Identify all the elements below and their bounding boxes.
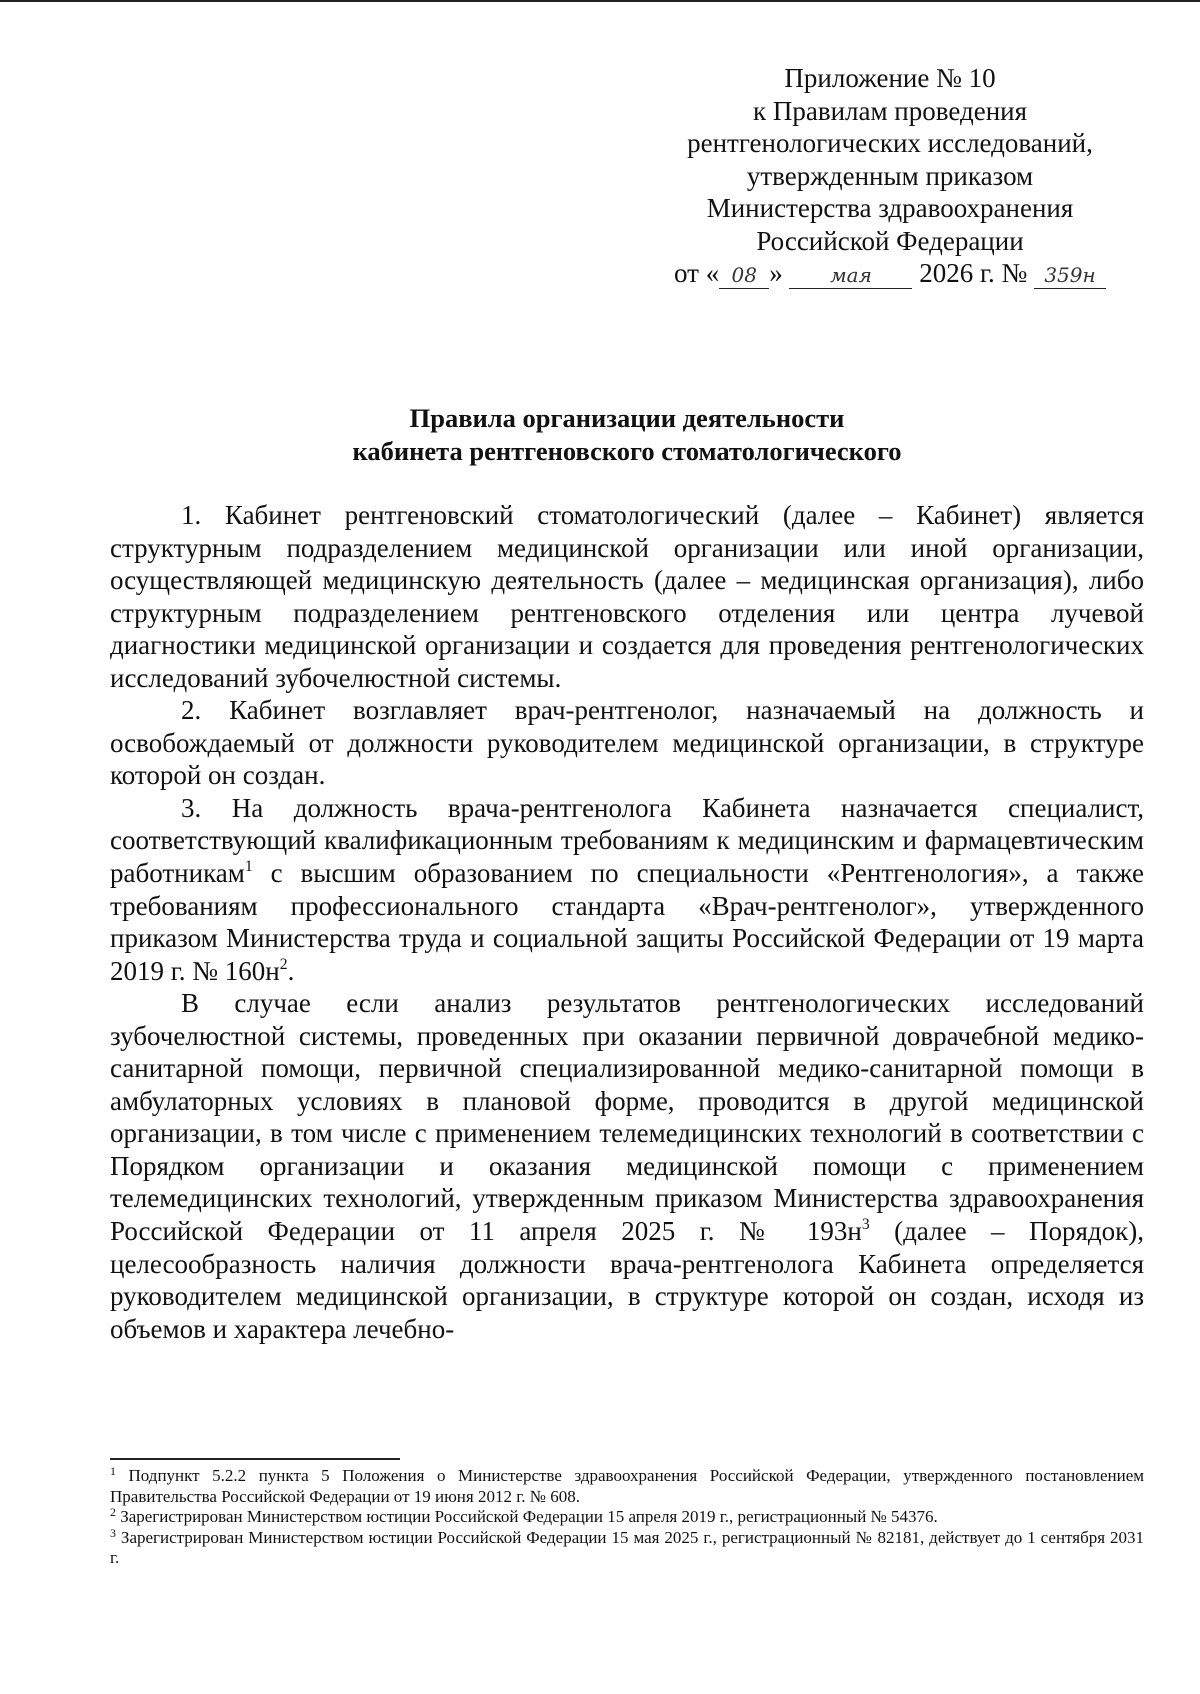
date-quote-close: » bbox=[769, 258, 783, 288]
footnote-3 bbox=[110, 1525, 1145, 1569]
footnote-ref-2: 2 bbox=[279, 955, 288, 973]
footnote-mark: 1 bbox=[110, 1464, 116, 1479]
appendix-ref-line: Министерства здравоохранения bbox=[706, 193, 1074, 223]
footnote-ref-1: 1 bbox=[244, 858, 253, 876]
footnote-separator bbox=[110, 1458, 400, 1460]
paragraph-3-text-b: с высшим образованием по специальности «Рентгенология», а также требованиям профессионального стандарта «Врач-рентгенолог», утвержденного приказом Министерства труда и социальной защиты Российской Федерации от 19 марта 2019 г. № 160н bbox=[110, 858, 1144, 986]
handwritten-day: 08 bbox=[719, 262, 769, 289]
document-title bbox=[110, 402, 1144, 467]
paragraph-2: 2. Кабинет возглавляет врач-рентгенолог, назначаемый на должность и освобождаемый от должности руководителем медицинской организации, в структуре которой он создан. bbox=[110, 695, 1144, 791]
appendix-number: Приложение № 10 bbox=[784, 63, 996, 93]
paragraph-3-text-c: . bbox=[287, 955, 295, 986]
paragraph-3 bbox=[110, 792, 1144, 987]
handwritten-order-number: 359н bbox=[1034, 262, 1106, 289]
scan-top-edge bbox=[0, 0, 1200, 2]
appendix-header bbox=[640, 62, 1140, 290]
title-line-1: Правила организации деятельности bbox=[409, 403, 845, 433]
footnote-text: Подпункт 5.2.2 пункта 5 Положения о Министерстве здравоохранения Российской Федерации, утвержденного постановлением Правительства Российской Федерации от 19 июня 2012 г. № 608. bbox=[110, 1466, 1145, 1506]
date-year: 2026 г. № bbox=[919, 258, 1028, 288]
appendix-ref-line: рентгенологических исследований, bbox=[687, 128, 1093, 158]
paragraph-4-text-b: (далее – Порядок), целесообразность наличия должности врача-рентгенолога Кабинета определяется руководителем медицинской организации, в структуре которой он создан, исходя из объемов и характера лечебно- bbox=[110, 1216, 1144, 1344]
paragraph-3-text-a: 3. На должность врача-рентгенолога Кабинета назначается специалист, соответствующий квалификационным требованиям к медицинским и фармацевтическим работникам bbox=[110, 792, 1144, 889]
title-line-2: кабинета рентгеновского стоматологического bbox=[352, 435, 902, 466]
footnote-1 bbox=[110, 1466, 1144, 1507]
footnote-text: Зарегистрирован Министерством юстиции Российской Федерации 15 мая 2025 г., регистрационный № 82181, действует до 1 сентября 2031 г. bbox=[110, 1527, 1145, 1567]
appendix-ref-line: Российской Федерации bbox=[756, 225, 1024, 256]
paragraph-4-text-a: В случае если анализ результатов рентгенологических исследований зубочелюстной системы, проведенных при оказании первичной доврачебной медико-санитарной помощи, первичной специализированной медико-санитарной помощи в амбулаторных условиях в плановой форме, проводится в другой медицинской организации, в том числе с применением телемедицинских технологий в соответствии с Порядком организации и оказания медицинской помощи с применением телемедицинских технологий, утвержденным приказом Министерства здравоохранения Российской Федерации от 11 апреля 2025 г. № 193н bbox=[110, 988, 1144, 1247]
appendix-ref-line: утвержденным приказом bbox=[746, 160, 1034, 191]
footnote-ref-3: 3 bbox=[861, 1216, 870, 1234]
appendix-ref-line: к Правилам проведения bbox=[752, 95, 1028, 126]
handwritten-month: мая bbox=[789, 262, 912, 289]
footnotes bbox=[110, 1466, 1144, 1569]
footnote-mark: 3 bbox=[110, 1525, 116, 1540]
footnote-2 bbox=[110, 1507, 1144, 1528]
footnote-mark: 2 bbox=[110, 1505, 116, 1520]
footnote-text: Зарегистрирован Министерством юстиции Российской Федерации 15 апреля 2019 г., регистрационный № 54376. bbox=[120, 1507, 938, 1526]
paragraph-4 bbox=[110, 987, 1144, 1345]
paragraph-1: 1. Кабинет рентгеновский стоматологический (далее – Кабинет) является структурным подразделением медицинской организации или иной организации, осуществляющей медицинскую деятельность (далее – медицинская организация), либо структурным подразделением рентгеновского отделения или центра лучевой диагностики медицинской организации и создается для проведения рентгенологических исследований зубочелюстной системы. bbox=[110, 500, 1144, 693]
document-body bbox=[110, 499, 1144, 1345]
order-date-line bbox=[640, 257, 1140, 290]
date-prefix: от « bbox=[674, 258, 720, 288]
